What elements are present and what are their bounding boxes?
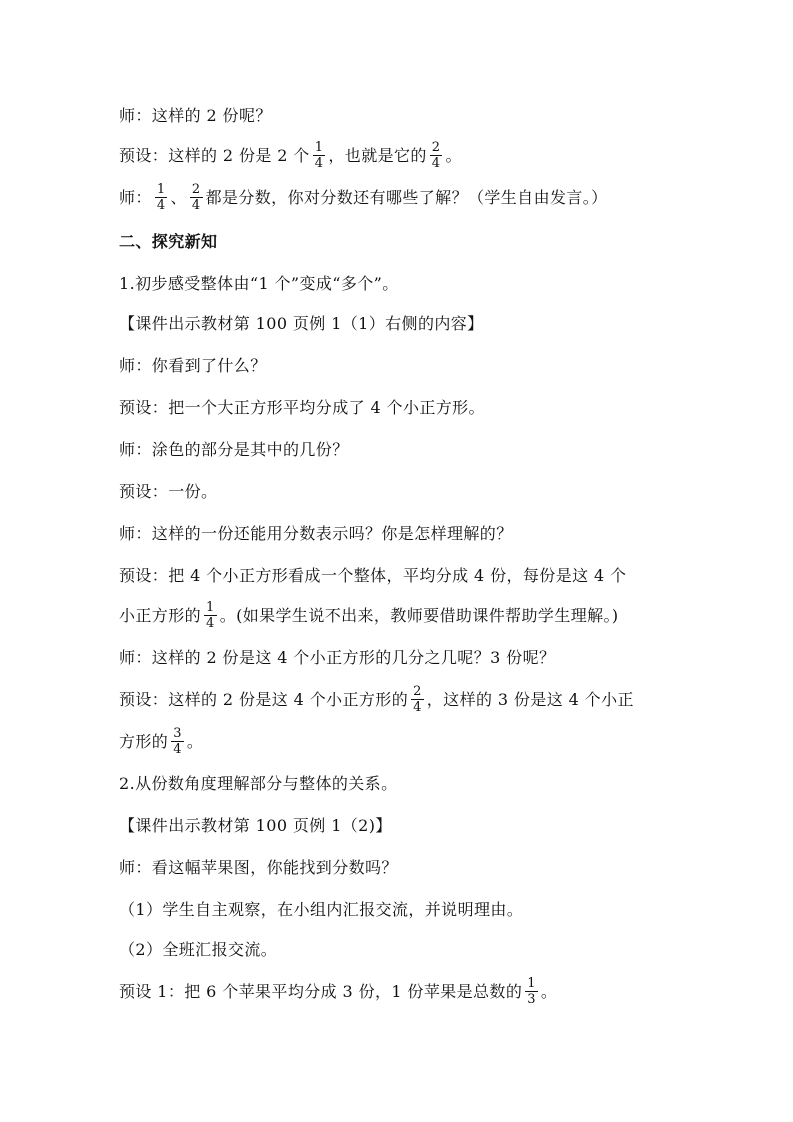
dialogue-line: 师：这样的 2 份呢？	[119, 106, 272, 125]
fraction: $\frac{1}{4}$	[314, 140, 324, 171]
fraction: $\frac{1}{4}$	[156, 182, 166, 213]
preset-answer-line: 预设：把 4 个小正方形看成一个整体，平均分成 4 份，每份是这 4 个	[119, 566, 627, 585]
preset-answer-line: 预设：把一个大正方形平均分成了 4 个小正方形。	[119, 398, 485, 417]
courseware-note: 【课件出示教材第 100 页例 1（1）右侧的内容】	[119, 314, 484, 333]
fraction: $\frac{2}{4}$	[191, 182, 201, 213]
preset-answer-continuation: 方形的 $\frac{3}{4}$ 。	[119, 726, 204, 757]
step-line: （2）全班汇报交流。	[119, 940, 278, 959]
fraction: $\frac{1}{3}$	[527, 976, 536, 1007]
dialogue-line: 师：这样的 2 份是这 4 个小正方形的几分之几呢？3 份呢？	[119, 648, 556, 667]
preset-answer-line: 预设：这样的 2 份是 2 个 $\frac{1}{4}$ ，也就是它的 $\frac{2}{4}$ 。	[119, 140, 462, 171]
dialogue-line: 师：这样的一份还能用分数表示吗？你是怎样理解的？	[119, 524, 513, 543]
dialogue-line: 师：你看到了什么？	[119, 356, 267, 375]
fraction: $\frac{3}{4}$	[173, 726, 182, 757]
dialogue-line: 师：看这幅苹果图，你能找到分数吗？	[119, 858, 398, 877]
preset-answer-line: 预设：一份。	[119, 482, 218, 501]
preset-answer-line: 预设：这样的 2 份是这 4 个小正方形的 $\frac{2}{4}$ ，这样的 3 份是这 4 个小正	[119, 684, 634, 715]
subsection-title: 2.从份数角度理解部分与整体的关系。	[119, 774, 398, 793]
fraction: $\frac{2}{4}$	[413, 684, 422, 715]
preset-answer-continuation: 小正方形的 $\frac{1}{4}$ 。(如果学生说不出来，教师要借助课件帮助学生理解。)	[119, 600, 619, 631]
fraction: $\frac{2}{4}$	[431, 140, 441, 171]
dialogue-line: 师： $\frac{1}{4}$ 、 $\frac{2}{4}$ 都是分数，你对分数还有哪些了解？（学生自由发言。）	[119, 182, 608, 213]
step-line: （1）学生自主观察，在小组内汇报交流，并说明理由。	[119, 900, 524, 919]
section-heading: 二、探究新知	[119, 232, 218, 251]
courseware-note: 【课件出示教材第 100 页例 1（2)】	[119, 816, 392, 835]
subsection-title: 1.初步感受整体由“1 个”变成“多个”。	[119, 274, 399, 293]
preset-answer-line: 预设 1：把 6 个苹果平均分成 3 份，1 份苹果是总数的 $\frac{1}{3}$ 。	[119, 976, 558, 1007]
dialogue-line: 师：涂色的部分是其中的几份？	[119, 440, 349, 459]
fraction: $\frac{1}{4}$	[206, 600, 215, 631]
